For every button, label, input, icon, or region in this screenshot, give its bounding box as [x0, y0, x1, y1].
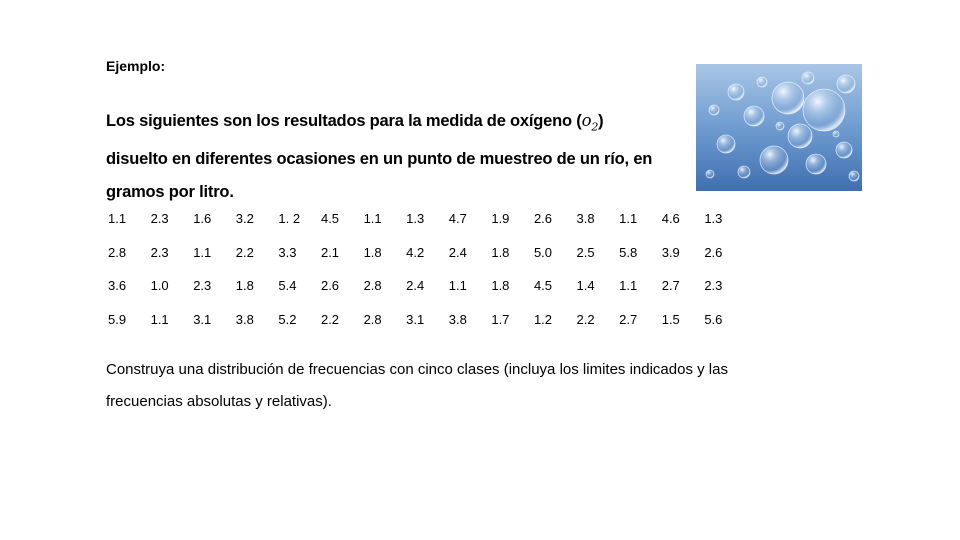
table-cell: 2.5 [576, 244, 595, 260]
table-cell: 2.4 [406, 278, 425, 294]
table-cell: 4.2 [406, 244, 425, 260]
table-cell: 3.3 [278, 244, 297, 260]
table-cell: 2.8 [108, 244, 127, 260]
table-cell: 2.2 [576, 312, 595, 328]
table-cell: 1.1 [363, 211, 382, 227]
table-cell: 1.2 [533, 312, 553, 328]
table-cell: 5.0 [533, 244, 553, 260]
oxygen-formula [581, 111, 599, 134]
table-cell: 2.3 [193, 278, 212, 294]
table-cell: 1.4 [576, 278, 595, 294]
oxygen-data-table [104, 202, 743, 336]
table-cell: 2.7 [619, 312, 638, 328]
table-cell: 1.1 [619, 211, 638, 227]
table-cell: 1.8 [235, 278, 254, 294]
problem-statement [106, 104, 666, 209]
table-cell: 5.2 [278, 312, 297, 328]
formula-base: o [581, 111, 592, 130]
table-cell: 3.9 [661, 244, 680, 260]
table-cell: 5.6 [704, 312, 723, 328]
table-cell: 1.6 [193, 211, 212, 227]
table-cell: 1.1 [619, 278, 638, 294]
table-row [104, 269, 743, 303]
table-cell: 3.1 [193, 312, 212, 328]
table-cell: 3.8 [448, 312, 467, 328]
table-cell: 1. 2 [278, 211, 301, 227]
table-cell: 2.8 [363, 312, 382, 328]
table-cell: 1.1 [448, 278, 467, 294]
table-cell: 2.6 [533, 211, 553, 227]
table-row [104, 303, 743, 337]
table-cell: 1.8 [363, 244, 382, 260]
table-cell: 5.9 [108, 312, 127, 328]
table-cell: 1.0 [150, 278, 169, 294]
table-cell: 4.6 [661, 211, 680, 227]
table-cell: 2.2 [235, 244, 254, 260]
table-cell: 1.1 [193, 244, 212, 260]
table-cell: 1.1 [108, 211, 127, 227]
table-cell: 3.1 [406, 312, 425, 328]
table-cell: 2.3 [150, 211, 169, 227]
instruction-text: Construya una distribución de frecuencias con cinco clases (incluya los limites indicados y las frecuencias absolutas y relativas). [106, 361, 728, 410]
water-bubbles-image [696, 64, 862, 191]
table-cell: 1.5 [661, 312, 680, 328]
data-table-body [104, 202, 743, 336]
table-cell: 2.3 [150, 244, 169, 260]
table-cell: 1.8 [491, 244, 510, 260]
table-row [104, 202, 743, 236]
table-cell: 2.6 [704, 244, 723, 260]
table-cell: 1.3 [704, 211, 723, 227]
table-cell: 1.1 [150, 312, 169, 328]
table-row [104, 236, 743, 270]
table-cell: 2.1 [320, 244, 340, 260]
table-cell: 2.8 [363, 278, 382, 294]
table-cell: 3.2 [235, 211, 254, 227]
table-cell: 3.8 [235, 312, 254, 328]
table-cell: 2.3 [704, 278, 723, 294]
statement-text-after: ) disuelto en diferentes ocasiones en un punto de muestreo de un río, en gramos por litro. [106, 112, 653, 202]
table-cell: 1.8 [491, 278, 510, 294]
table-cell: 5.8 [619, 244, 638, 260]
example-heading: Ejemplo: [106, 58, 166, 74]
table-cell: 4.5 [533, 278, 553, 294]
table-cell: 1.7 [491, 312, 510, 328]
table-cell: 3.8 [576, 211, 595, 227]
table-cell: 2.4 [448, 244, 467, 260]
table-cell: 1.9 [491, 211, 510, 227]
table-cell: 2.7 [661, 278, 680, 294]
table-cell: 1.3 [406, 211, 425, 227]
statement-text-before: Los siguientes son los resultados para la medida de oxígeno ( [106, 112, 582, 130]
table-cell: 5.4 [278, 278, 297, 294]
table-cell: 2.2 [320, 312, 340, 328]
table-cell: 4.5 [320, 211, 340, 227]
formula-subscript: 2 [591, 120, 599, 134]
table-cell: 3.6 [108, 278, 127, 294]
table-cell: 2.6 [320, 278, 340, 294]
table-cell: 4.7 [448, 211, 467, 227]
